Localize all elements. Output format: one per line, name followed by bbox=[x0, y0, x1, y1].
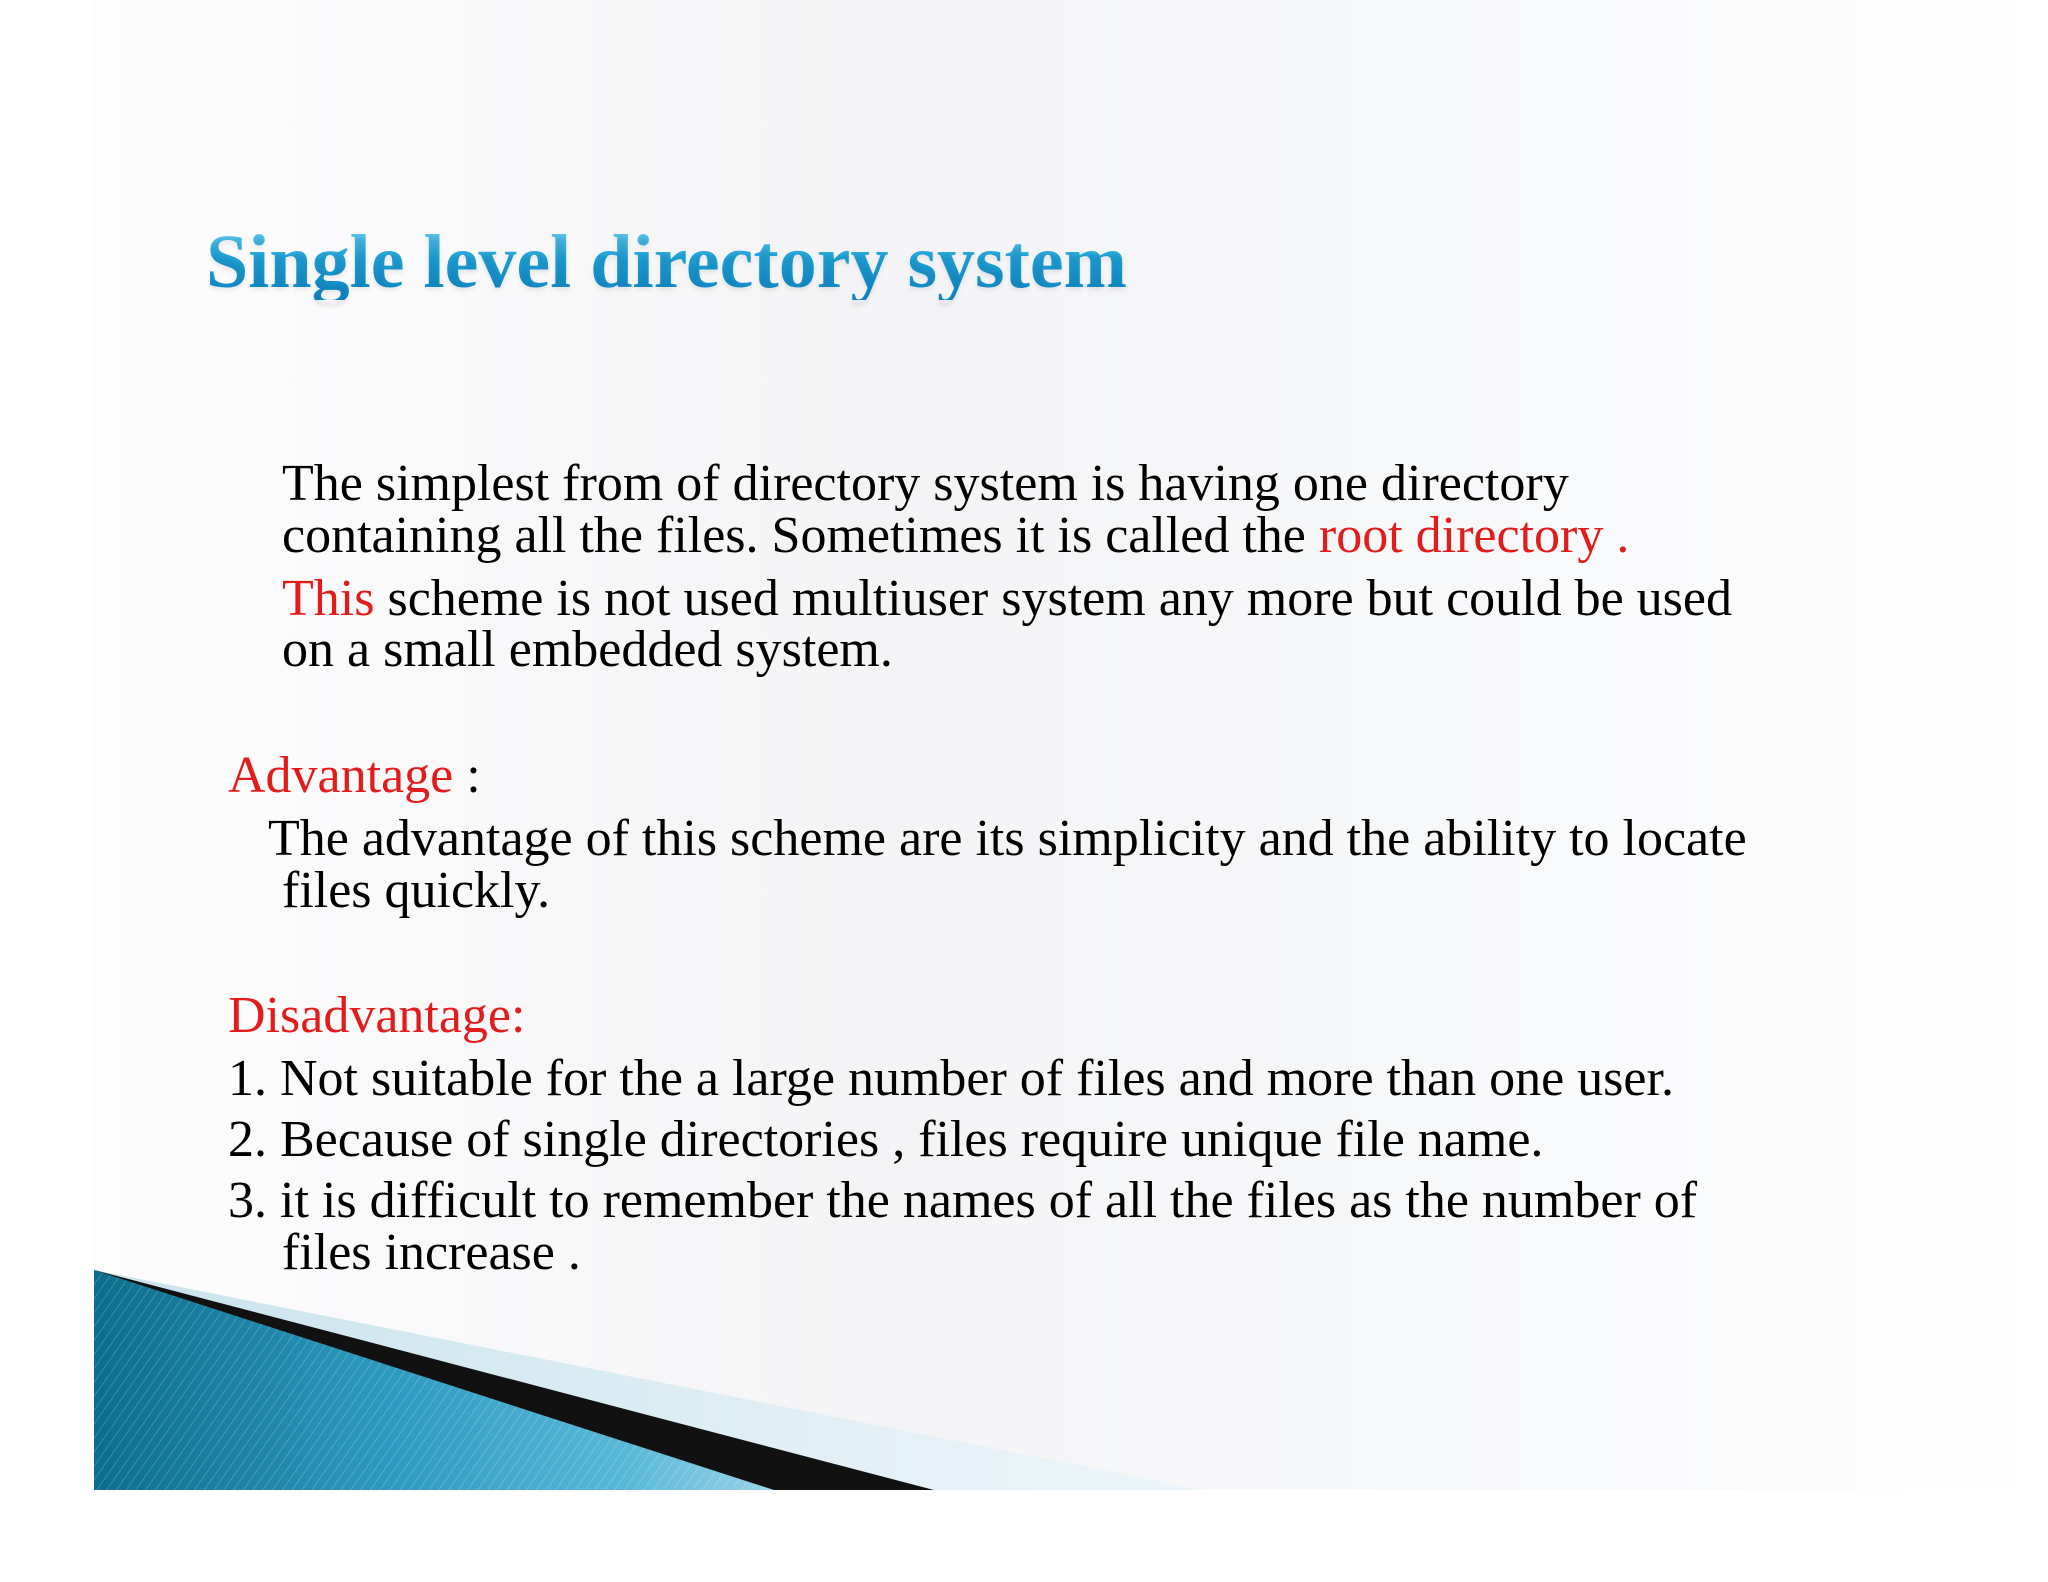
disadvantage-heading: Disadvantage: bbox=[228, 987, 526, 1044]
disadvantage-item-2: 2. Because of single directories , files require unique file name. bbox=[228, 1111, 1544, 1168]
advantage-colon: : bbox=[453, 747, 481, 804]
intro-line-4: on a small embedded system. bbox=[282, 621, 893, 678]
advantage-heading-row bbox=[228, 747, 481, 804]
slide-title: Single level directory system bbox=[206, 220, 1127, 304]
advantage-line-2: files quickly. bbox=[282, 862, 551, 919]
root-directory-term: root directory . bbox=[1318, 507, 1630, 564]
disadvantage-item-3-line-1: 3. it is difficult to remember the names of all the files as the number of bbox=[228, 1172, 1698, 1229]
intro-line-2-text: containing all the files. Sometimes it is called the bbox=[282, 507, 1319, 564]
intro-line-1: The simplest from of directory system is having one directory bbox=[282, 455, 1569, 512]
disadvantage-item-1: 1. Not suitable for the a large number of files and more than one user. bbox=[228, 1050, 1674, 1107]
advantage-heading: Advantage bbox=[228, 747, 454, 804]
decorative-corner-banner bbox=[94, 1270, 1204, 1490]
disadvantage-item-3-line-2: files increase . bbox=[282, 1224, 581, 1281]
intro-line-3-text: scheme is not used multiuser system any more but could be used bbox=[374, 570, 1732, 627]
banner-hatch-overlay bbox=[94, 1270, 774, 1490]
this-emphasis: This bbox=[282, 570, 375, 627]
advantage-line-1: The advantage of this scheme are its simplicity and the ability to locate bbox=[268, 810, 1747, 867]
intro-line-2 bbox=[282, 507, 1630, 564]
intro-line-3 bbox=[282, 570, 1732, 627]
